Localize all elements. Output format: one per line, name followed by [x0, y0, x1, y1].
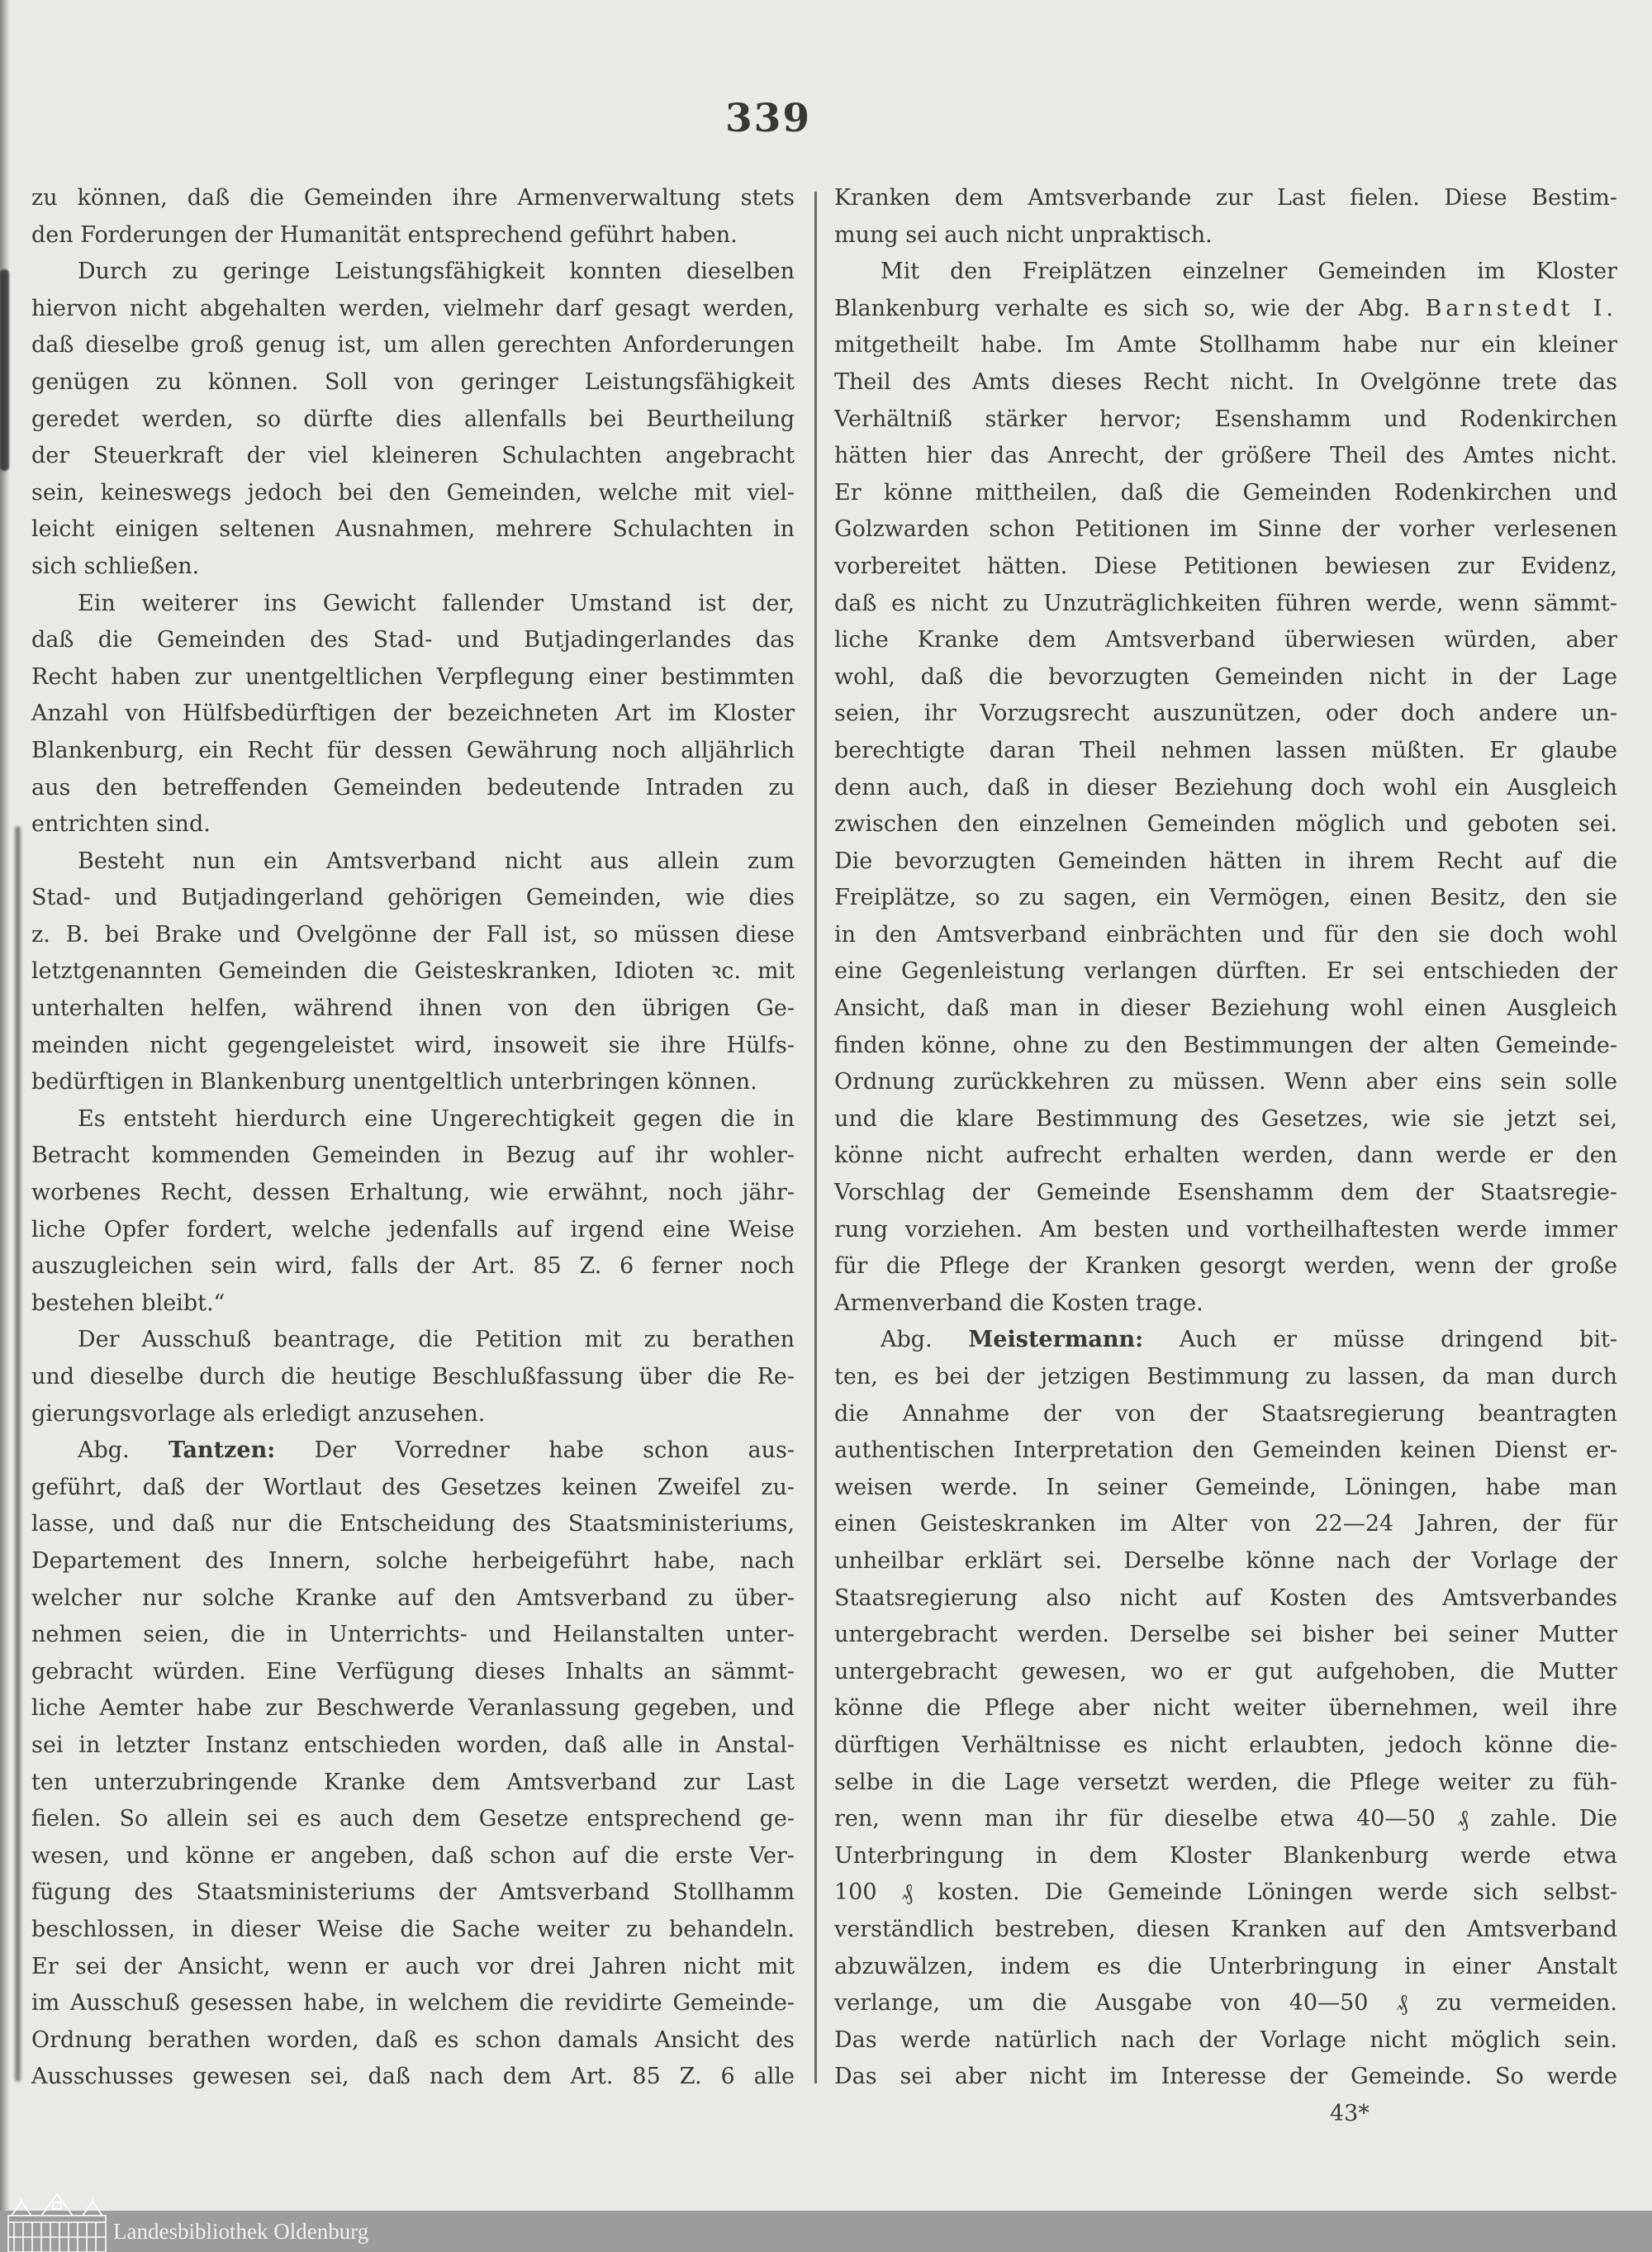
paragraph — [31, 1432, 795, 2096]
text-segment: Besteht nun ein Amtsverband nicht aus allein zum — [78, 848, 795, 874]
text-segment: Blankenburg, ein Recht für dessen Gewährung noch alljährlich — [31, 737, 795, 763]
text-line — [31, 659, 795, 696]
text-line — [834, 1359, 1617, 1396]
text-segment: Kranken dem Amtsverbande zur Last fielen. Diese Bestim- — [834, 185, 1617, 211]
text-line — [834, 843, 1617, 881]
text-segment: und die klare Bestimmung des Gesetzes, wie sie jetzt sei, — [834, 1105, 1617, 1132]
text-segment: Durch zu geringe Leistungsfähigkeit konnten dieselben — [78, 259, 795, 285]
text-line — [31, 770, 795, 807]
text-segment: nehmen seien, die in Unterrichts- und Heilanstalten unter- — [31, 1622, 795, 1648]
text-segment: sein, keineswegs jedoch bei den Gemeinden, welche mit viel- — [31, 479, 795, 506]
text-line — [834, 291, 1617, 328]
text-segment: Der Ausschuß beantrage, die Petition mit zu berathen — [78, 1327, 795, 1353]
text-line — [31, 991, 795, 1028]
text-segment: 100 ₰ kosten. Die Gemeinde Löningen werde sich selbst- — [834, 1879, 1617, 1906]
text-segment: Staatsregierung also nicht auf Kosten des Amtsverbandes — [834, 1584, 1617, 1611]
text-segment: beschlossen, in dieser Weise die Sache weiter zu behandeln. — [31, 1916, 795, 1942]
text-line — [834, 622, 1617, 659]
text-segment: Er könne mittheilen, daß die Gemeinden Rodenkirchen und — [834, 479, 1617, 506]
text-line — [834, 2022, 1617, 2060]
text-line — [31, 622, 795, 659]
text-segment: finden könne, ohne zu den Bestimmungen der alten Gemeinde- — [834, 1032, 1617, 1058]
footer-library-name: Landesbibliothek Oldenburg — [113, 2219, 369, 2244]
text-line — [834, 1175, 1617, 1212]
text-segment: mung sei auch nicht unpraktisch. — [834, 221, 1213, 248]
text-segment: z. B. bei Brake und Ovelgönne der Fall ist, so müssen diese — [31, 921, 795, 948]
text-line — [31, 291, 795, 328]
text-line — [834, 1101, 1617, 1138]
text-segment: Barnstedt I. — [1425, 295, 1617, 321]
text-line — [31, 475, 795, 512]
column-left — [31, 180, 795, 2096]
text-segment: Der Vorredner habe schon aus- — [275, 1437, 795, 1464]
text-line — [31, 511, 795, 549]
text-line — [31, 254, 795, 291]
text-line — [834, 1506, 1617, 1543]
column-right — [834, 180, 1617, 2132]
paragraph — [31, 1322, 795, 1432]
text-segment: verlange, um die Ausgabe von 40—50 ₰ zu vermeiden. — [834, 1990, 1617, 2017]
text-line — [834, 1690, 1617, 1727]
text-segment: der Steuerkraft der viel kleineren Schulachten angebracht — [31, 443, 795, 469]
text-line — [31, 1396, 795, 1433]
text-line — [834, 586, 1617, 623]
text-segment: Ein weiterer ins Gewicht fallender Umstand ist der, — [78, 590, 795, 616]
text-line — [834, 1285, 1617, 1323]
text-line — [31, 1285, 795, 1323]
text-line — [31, 1985, 795, 2022]
text-segment: fielen. So allein sei es auch dem Gesetze entsprechend ge- — [31, 1806, 795, 1832]
text-segment: Ordnung zurückkehren zu müssen. Wenn aber eins sein solle — [834, 1069, 1617, 1095]
text-line — [834, 917, 1617, 954]
text-line — [31, 1801, 795, 1838]
paragraph — [31, 843, 795, 1101]
text-line — [834, 549, 1617, 586]
text-line — [834, 511, 1617, 549]
text-line — [31, 1690, 795, 1727]
text-line — [31, 2059, 795, 2096]
text-line — [834, 1543, 1617, 1580]
text-line — [834, 1064, 1617, 1101]
paragraph — [834, 254, 1617, 1322]
text-segment: geführt, daß der Wortlaut des Gesetzes keinen Zweifel zu- — [31, 1474, 795, 1500]
text-line — [834, 1396, 1617, 1433]
text-segment: unheilbar erklärt sei. Derselbe könne nach der Vorlage der — [834, 1547, 1617, 1574]
text-segment: Betracht kommenden Gemeinden in Bezug auf ihr wohler- — [31, 1143, 795, 1169]
text-segment: die Annahme der von der Staatsregierung beantragten — [834, 1400, 1617, 1427]
text-segment: Recht haben zur unentgeltlichen Verpflegung einer bestimmten — [31, 663, 795, 690]
text-segment: hiervon nicht abgehalten werden, vielmehr darf gesagt werden, — [31, 295, 795, 321]
text-segment: leicht einigen seltenen Ausnahmen, mehrere Schulachten in — [31, 516, 795, 543]
text-line — [834, 475, 1617, 512]
text-segment: liche Opfer fordert, welche jedenfalls auf irgend eine Weise — [31, 1216, 795, 1242]
paragraph — [31, 1101, 795, 1323]
text-line — [31, 917, 795, 954]
text-segment: sich schließen. — [31, 553, 200, 579]
text-line — [31, 733, 795, 770]
text-segment: fügung des Staatsministeriums der Amtsverband Stollhamm — [31, 1879, 795, 1906]
text-segment: zwischen den einzelnen Gemeinden möglich und geboten sei. — [834, 811, 1617, 838]
text-line — [31, 1654, 795, 1691]
text-line — [834, 1765, 1617, 1802]
text-segment: Das werde natürlich nach der Vorlage nicht möglich sein. — [834, 2026, 1617, 2053]
text-segment: Blankenburg verhalte es sich so, wie der Abg. — [834, 295, 1426, 321]
text-line — [834, 733, 1617, 770]
text-line — [834, 364, 1617, 401]
text-segment: daß die Gemeinden des Stad- und Butjadingerlandes das — [31, 627, 795, 653]
text-line — [834, 254, 1617, 291]
column-divider-rule — [814, 192, 817, 2083]
text-segment: gierungsvorlage als erledigt anzusehen. — [31, 1400, 486, 1427]
text-line — [834, 1028, 1617, 1065]
text-line — [834, 1617, 1617, 1654]
text-segment: Departement des Innern, solche herbeigeführt habe, nach — [31, 1547, 795, 1574]
text-line — [834, 659, 1617, 696]
text-line — [834, 1432, 1617, 1470]
text-line — [31, 1322, 795, 1359]
text-line — [31, 401, 795, 439]
text-line — [31, 1470, 795, 1507]
text-segment: worbenes Recht, dessen Erhaltung, wie erwähnt, noch jähr- — [31, 1180, 795, 1206]
text-segment: Vorschlag der Gemeinde Esenshamm dem der Staatsregie- — [834, 1180, 1617, 1206]
paragraph — [31, 586, 795, 843]
text-line — [31, 1838, 795, 1875]
text-segment: authentischen Interpretation den Gemeinden keinen Dienst er- — [834, 1437, 1617, 1464]
text-line — [31, 696, 795, 733]
text-segment: Ordnung berathen worden, daß es schon damals Ansicht des — [31, 2026, 795, 2053]
text-line — [31, 327, 795, 364]
paragraph — [31, 254, 795, 585]
text-segment: könne die Pflege aber nicht weiter übernehmen, weil ihre — [834, 1695, 1617, 1722]
text-segment: ren, wenn man ihr für dieselbe etwa 40—50 ₰ zahle. Die — [834, 1806, 1617, 1832]
text-segment: eine Gegenleistung verlangen dürften. Er sei entschieden der — [834, 958, 1617, 985]
text-segment: Abg. — [78, 1437, 169, 1464]
text-segment: Freiplätze, so zu sagen, ein Vermögen, einen Besitz, den sie — [834, 885, 1617, 911]
text-segment: Golzwarden schon Petitionen im Sinne der vorher verlesenen — [834, 516, 1617, 543]
text-line — [834, 438, 1617, 475]
text-line — [31, 953, 795, 991]
paragraph — [31, 180, 795, 254]
text-segment: einen Geisteskranken im Alter von 22—24 Jahren, der für — [834, 1511, 1617, 1537]
text-segment: Auch er müsse dringend bit- — [1143, 1327, 1617, 1353]
text-segment: Tantzen: — [168, 1437, 276, 1464]
text-line — [834, 217, 1617, 254]
text-segment: geredet werden, so dürfte dies allenfalls bei Beurtheilung — [31, 406, 795, 432]
text-segment: hätten hier das Anrecht, der größere Theil des Amtes nicht. — [834, 443, 1617, 469]
text-segment: ten, es bei der jetzigen Bestimmung zu lassen, da man durch — [834, 1364, 1617, 1390]
text-segment: bedürftigen in Blankenburg unentgeltlich unterbringen können. — [31, 1069, 757, 1095]
text-segment: könne nicht aufrecht erhalten werden, dann werde er den — [834, 1143, 1617, 1169]
text-segment: Ansicht, daß man in dieser Beziehung wohl einen Ausgleich — [834, 995, 1617, 1022]
text-segment: Ausschusses gewesen sei, daß nach dem Art. 85 Z. 6 alle — [31, 2064, 795, 2090]
text-line — [834, 1212, 1617, 1249]
text-line — [31, 1359, 795, 1396]
text-segment: Armenverband die Kosten trage. — [834, 1290, 1203, 1316]
text-line — [834, 1985, 1617, 2022]
text-line — [834, 401, 1617, 439]
text-line — [834, 991, 1617, 1028]
text-line — [834, 327, 1617, 364]
gutter-shadow — [15, 826, 21, 2082]
text-line — [834, 1580, 1617, 1618]
text-segment: Theil des Amts dieses Recht nicht. In Ovelgönne trete das — [834, 368, 1617, 395]
signature-mark: 43* — [1330, 2100, 1370, 2126]
text-line — [834, 1654, 1617, 1691]
text-line — [834, 770, 1617, 807]
text-line — [31, 2022, 795, 2060]
text-segment: untergebracht gewesen, wo er gut aufgehoben, die Mutter — [834, 1658, 1617, 1684]
text-line — [834, 1470, 1617, 1507]
text-segment: Unterbringung in dem Kloster Blankenburg werde etwa — [834, 1842, 1617, 1869]
text-line — [31, 1432, 795, 1470]
text-segment: Meistermann: — [968, 1327, 1144, 1353]
text-segment: untergebracht werden. Derselbe sei bisher bei seiner Mutter — [834, 1622, 1617, 1648]
page-number: 339 — [724, 96, 812, 141]
text-line — [31, 1580, 795, 1618]
text-segment: letztgenannten Gemeinden die Geisteskranken, Idioten ꝛc. mit — [31, 958, 795, 985]
text-segment: unterhalten helfen, während ihnen von den übrigen Ge- — [31, 995, 795, 1022]
text-line — [31, 1248, 795, 1285]
text-line — [31, 1212, 795, 1249]
text-line — [834, 1322, 1617, 1359]
spine-shadow-blob — [0, 269, 9, 471]
text-segment: im Ausschuß gesessen habe, in welchem die revidirte Gemeinde- — [31, 1990, 795, 2017]
text-segment: Die bevorzugten Gemeinden hätten in ihrem Recht auf die — [834, 848, 1617, 874]
text-line — [31, 438, 795, 475]
text-segment: Verhältniß stärker hervor; Esenshamm und Rodenkirchen — [834, 406, 1617, 432]
text-line — [31, 806, 795, 843]
text-segment: verständlich bestreben, diesen Kranken auf den Amtsverband — [834, 1916, 1617, 1942]
text-line — [834, 1838, 1617, 1875]
text-line — [31, 1138, 795, 1175]
text-line — [834, 1801, 1617, 1838]
text-segment: seien, ihr Vorzugsrecht auszunützen, oder doch andere un- — [834, 701, 1617, 727]
text-segment: meinden nicht gegengeleistet wird, insoweit sie ihre Hülfs- — [31, 1032, 795, 1058]
text-segment: Abg. — [881, 1327, 969, 1353]
text-segment: zu können, daß die Gemeinden ihre Armenverwaltung stets — [31, 185, 795, 211]
text-segment: in den Amtsverband einbrächten und für den sie doch wohl — [834, 921, 1617, 948]
text-line — [31, 1175, 795, 1212]
text-segment: denn auch, daß in dieser Beziehung doch wohl ein Ausgleich — [834, 774, 1617, 801]
text-segment: lasse, und daß nur die Entscheidung des Staatsministeriums, — [31, 1511, 795, 1537]
text-line — [834, 696, 1617, 733]
text-segment: Anzahl von Hülfsbedürftigen der bezeichneten Art im Kloster — [31, 701, 795, 727]
text-line — [31, 1506, 795, 1543]
text-line — [834, 880, 1617, 917]
text-segment: liche Aemter habe zur Beschwerde Veranlassung gegeben, und — [31, 1695, 795, 1722]
text-line — [834, 1912, 1617, 1949]
text-segment: rung vorziehen. Am besten und vortheilhaftesten werde immer — [834, 1216, 1617, 1242]
text-segment: gebracht würden. Eine Verfügung dieses Inhalts an sämmt- — [31, 1658, 795, 1684]
text-segment: selbe in die Lage versetzt werden, die Pflege weiter zu füh- — [834, 1769, 1617, 1795]
text-line — [31, 1912, 795, 1949]
text-segment: liche Kranke dem Amtsverband überwiesen würden, aber — [834, 627, 1617, 653]
text-line — [834, 1138, 1617, 1175]
text-line — [31, 1617, 795, 1654]
text-line — [31, 1101, 795, 1138]
text-segment: weisen werde. In seiner Gemeinde, Löningen, habe man — [834, 1474, 1617, 1500]
text-segment: ten unterzubringende Kranke dem Amtsverband zur Last — [31, 1769, 795, 1795]
paragraph — [834, 1322, 1617, 2095]
text-segment: welcher nur solche Kranke auf den Amtsverband zu über- — [31, 1584, 795, 1611]
text-segment: dürftigen Verhältnisse es nicht erlaubten, jedoch könne die- — [834, 1732, 1617, 1758]
text-segment: und dieselbe durch die heutige Beschlußfassung über die Re- — [31, 1364, 795, 1390]
text-segment: Er sei der Ansicht, wenn er auch vor drei Jahren nicht mit — [31, 1953, 795, 1979]
library-building-icon — [5, 2191, 109, 2252]
text-line — [31, 1765, 795, 1802]
text-line — [31, 1727, 795, 1765]
text-segment: wesen, und könne er angeben, daß schon auf die erste Ver- — [31, 1842, 795, 1869]
text-line — [31, 880, 795, 917]
text-line — [834, 1874, 1617, 1912]
text-segment: daß dieselbe groß genug ist, um allen gerechten Anforderungen — [31, 332, 795, 359]
text-segment: Stad- und Butjadingerland gehörigen Gemeinden, wie dies — [31, 885, 795, 911]
text-segment: genügen zu können. Soll von geringer Leistungsfähigkeit — [31, 368, 795, 395]
text-line — [834, 2059, 1617, 2096]
text-segment: entrichten sind. — [31, 811, 211, 838]
text-segment: vorbereitet hätten. Diese Petitionen bewiesen zur Evidenz, — [834, 553, 1617, 579]
text-segment: Es entsteht hierdurch eine Ungerechtigkeit gegen die in — [78, 1105, 795, 1132]
text-line — [834, 1949, 1617, 1986]
text-line — [834, 180, 1617, 217]
text-segment: aus den betreffenden Gemeinden bedeutende Intraden zu — [31, 774, 795, 801]
text-line — [31, 217, 795, 254]
text-segment: daß es nicht zu Unzuträglichkeiten führen werde, wenn sämmt- — [834, 590, 1617, 616]
text-line — [834, 806, 1617, 843]
text-segment: Das sei aber nicht im Interesse der Gemeinde. So werde — [834, 2064, 1617, 2090]
text-line — [834, 1727, 1617, 1765]
text-segment: Mit den Freiplätzen einzelner Gemeinden im Kloster — [881, 259, 1617, 285]
text-segment: wohl, daß die bevorzugten Gemeinden nicht in der Lage — [834, 663, 1617, 690]
text-line — [834, 1248, 1617, 1285]
text-segment: bestehen bleibt.“ — [31, 1290, 225, 1316]
text-segment: den Forderungen der Humanität entsprechend geführt haben. — [31, 221, 738, 248]
text-line — [31, 1028, 795, 1065]
text-line — [31, 1064, 795, 1101]
text-segment: mitgetheilt habe. Im Amte Stollhamm habe nur ein kleiner — [834, 332, 1617, 359]
text-segment: für die Pflege der Kranken gesorgt werden, wenn der große — [834, 1253, 1617, 1280]
text-segment: sei in letzter Instanz entschieden worden, daß alle in Anstal- — [31, 1732, 795, 1758]
text-line — [31, 549, 795, 586]
text-line — [31, 180, 795, 217]
text-line — [31, 1543, 795, 1580]
text-segment: abzuwälzen, indem es die Unterbringung in einer Anstalt — [834, 1953, 1617, 1979]
paragraph — [834, 180, 1617, 254]
text-line — [31, 1874, 795, 1912]
text-line — [31, 843, 795, 881]
text-line — [31, 586, 795, 623]
text-line — [834, 953, 1617, 991]
text-line — [31, 364, 795, 401]
text-line — [31, 1949, 795, 1986]
text-segment: auszugleichen sein wird, falls der Art. 85 Z. 6 ferner noch — [31, 1253, 795, 1280]
text-segment: berechtigte daran Theil nehmen lassen müßten. Er glaube — [834, 737, 1617, 763]
